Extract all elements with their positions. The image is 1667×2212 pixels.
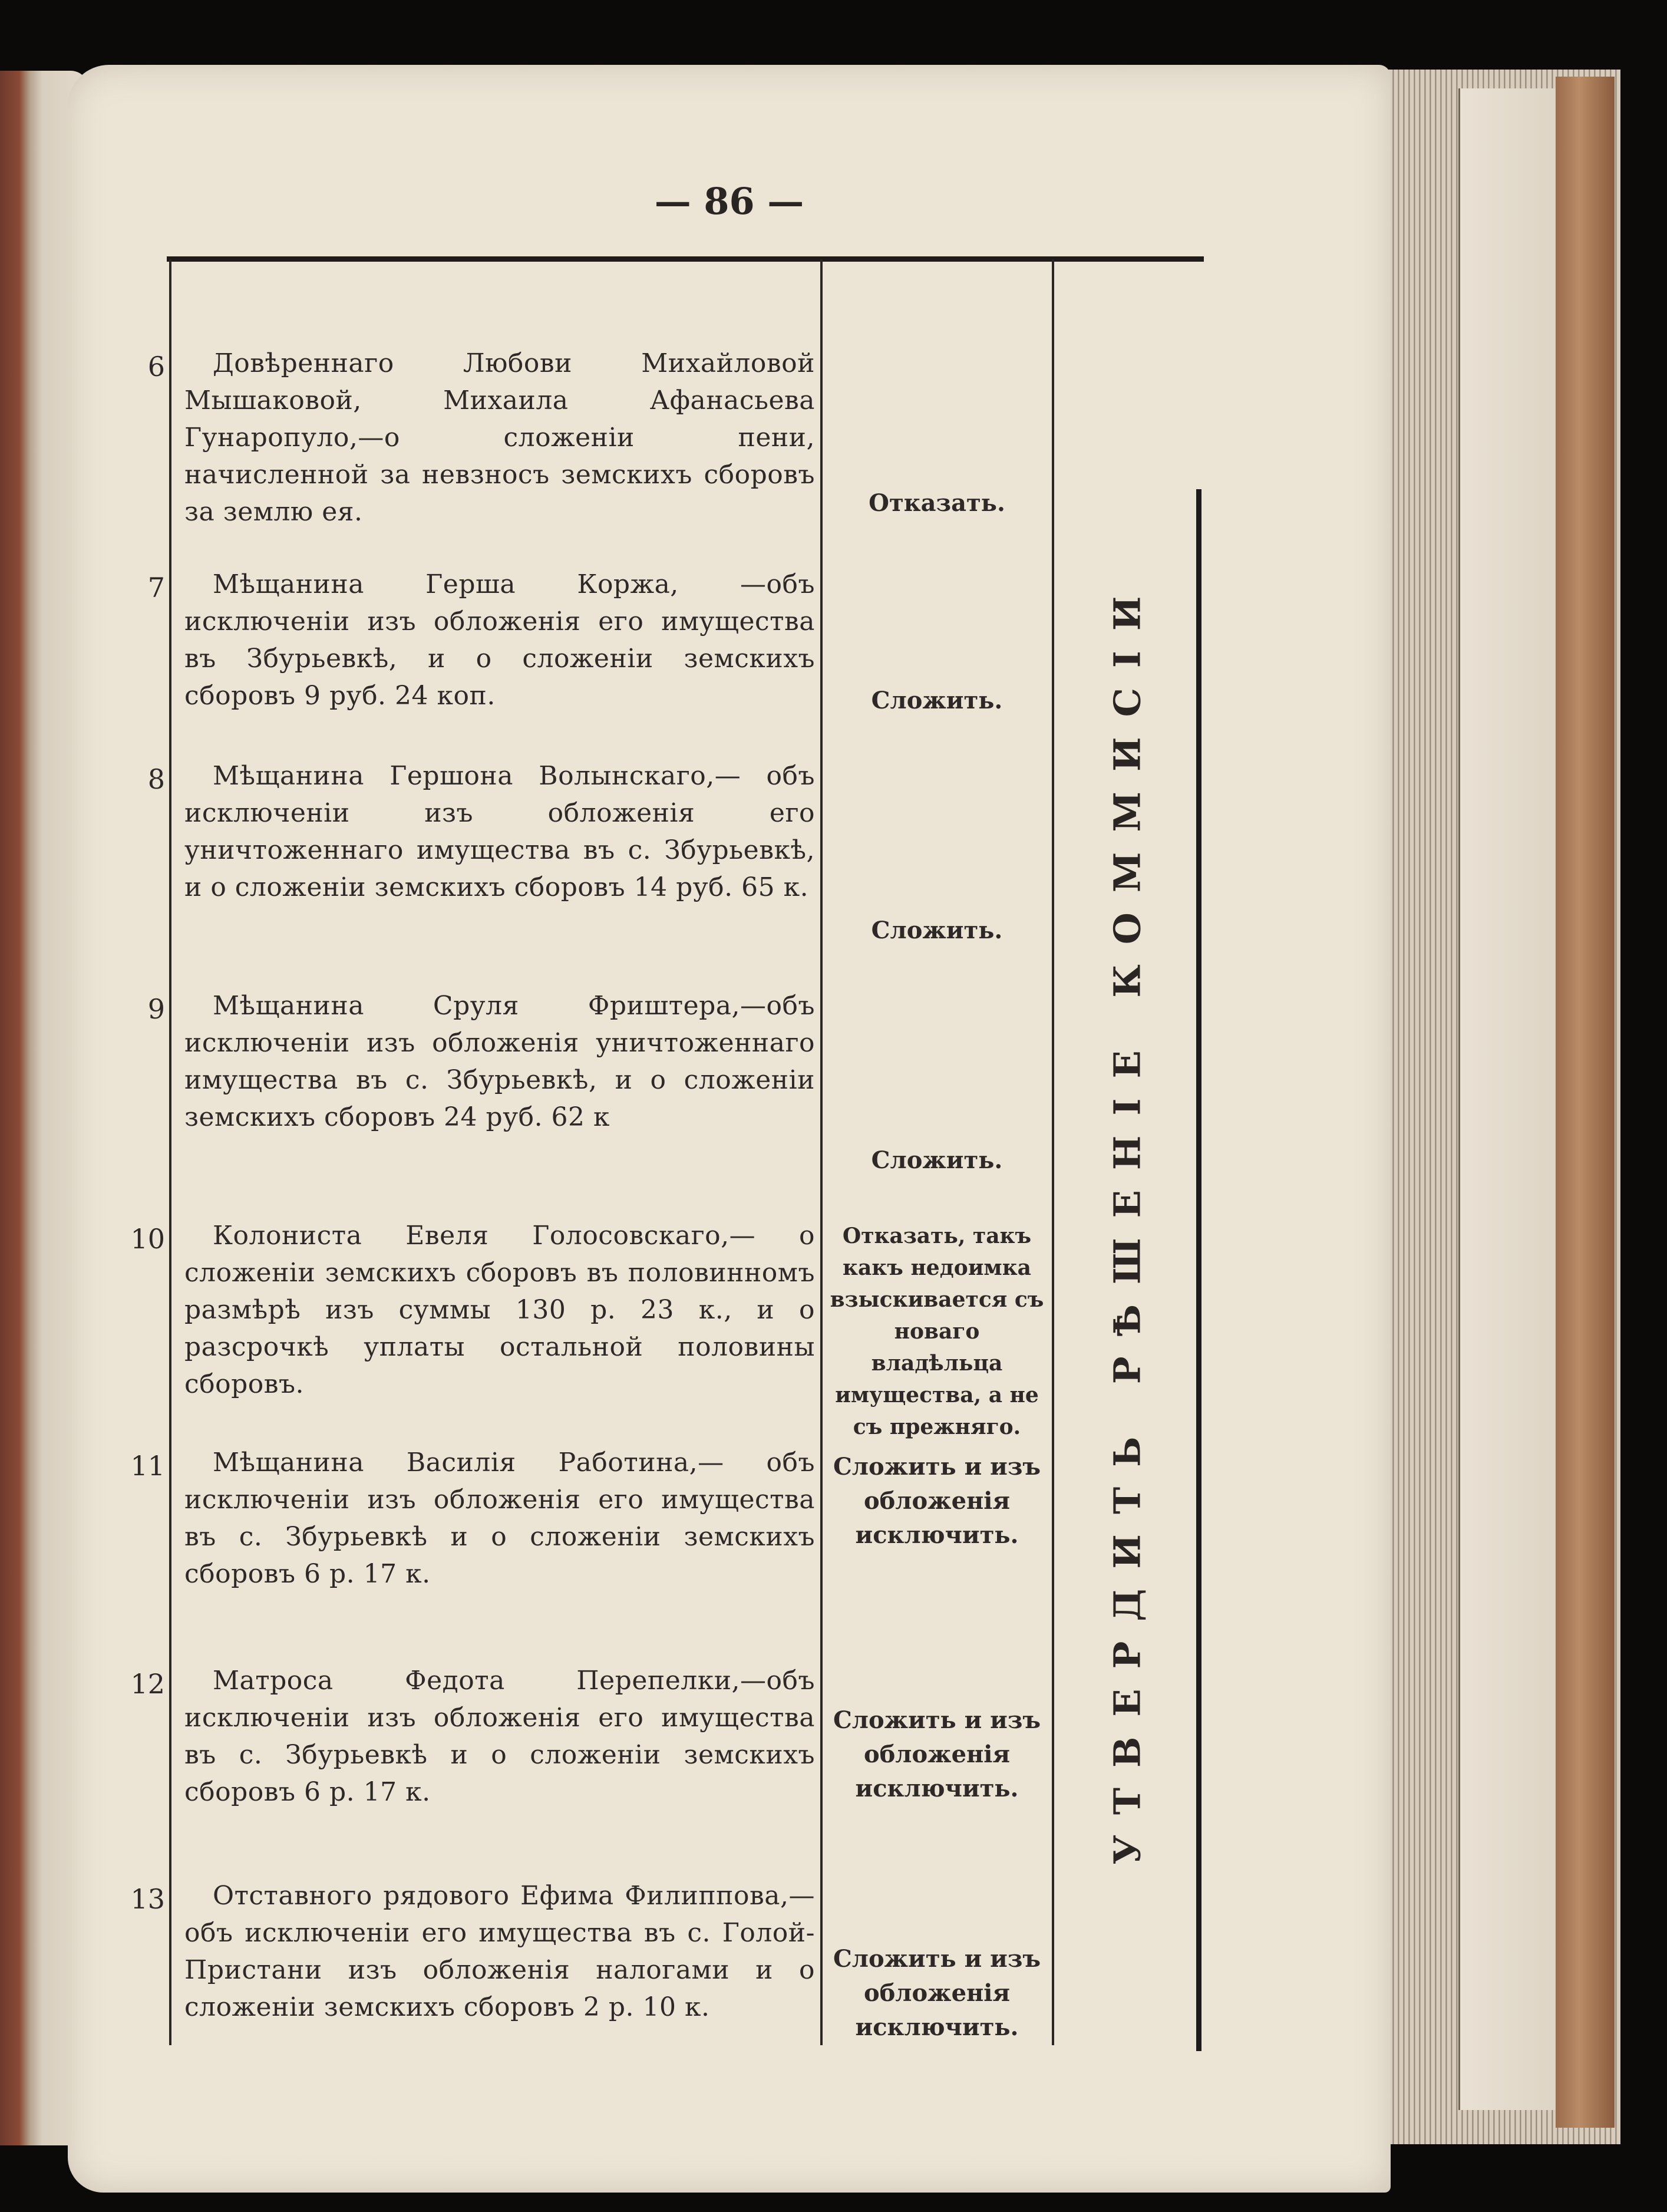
table-left-border <box>169 259 171 2045</box>
vertical-resolution-text: УТВЕРДИТЬ РѢШЕНІЕ КОММИСІИ <box>1105 576 1148 1864</box>
row-number: 10 <box>130 1223 165 1255</box>
table-top-rule <box>167 256 1204 262</box>
row-number: 8 <box>147 763 165 795</box>
row-resolution: Сложить и изъ обложенія исключить. <box>833 1706 1041 1802</box>
table-column-divider <box>820 259 823 2045</box>
row-resolution: Сложить. <box>871 917 1003 944</box>
row-resolution: Сложить. <box>871 1146 1003 1174</box>
row-resolution: Сложить и изъ обложенія исключить. <box>833 1453 1041 1549</box>
row-resolution: Сложить. <box>871 687 1003 714</box>
row-description: Довѣреннаго Любови Михайловой Мышаковой, Михаила Афанасьева Гунаропуло,—о сложеніи пени, начисленной за невзносъ земскихъ сборовъ за землю ея. <box>184 348 815 527</box>
row-number: 13 <box>130 1883 165 1915</box>
row-description: Матроса Федота Перепелки,—объ исключеніи изъ обложенія его имущества въ с. Збурьевкѣ и о сложеніи земскихъ сборовъ 6 р. 17 к. <box>184 1666 815 1807</box>
row-description: Колониста Евеля Голосовскаго,— о сложеніи земскихъ сборовъ въ половинномъ размѣрѣ изъ суммы 130 р. 23 к., и о разсрочкѣ уплаты остальной половины сборовъ. <box>184 1221 815 1399</box>
page-number: — 86 — <box>654 180 804 223</box>
row-resolution: Отказать, такъ какъ недоимка взыскивается съ новаго владѣльца имущества, а не съ прежняго. <box>830 1224 1044 1439</box>
row-description: Мѣщанина Гершона Волынскаго,— объ исключеніи изъ обложенія его уничтоженнаго имущества въ с. Збурьевкѣ, и о сложеніи земскихъ сборовъ 14 руб. 65 к. <box>184 761 815 902</box>
vertical-resolution-column <box>1064 395 1190 2045</box>
book-cover-edge <box>1556 77 1615 2128</box>
row-description: Мѣщанина Герша Коржа, —объ исключеніи изъ обложенія его имущества въ Збурьевкѣ, и о сложеніи земскихъ сборовъ 9 руб. 24 коп. <box>184 569 815 711</box>
table-right-border <box>1196 489 1201 2051</box>
row-number: 7 <box>147 572 165 604</box>
row-number: 12 <box>130 1668 165 1700</box>
row-resolution: Отказать. <box>869 489 1005 517</box>
row-resolution: Сложить и изъ обложенія исключить. <box>833 1945 1041 2041</box>
table-column-divider-2 <box>1052 259 1054 2045</box>
row-number: 6 <box>147 351 165 383</box>
row-description: Отставного рядового Ефима Филиппова,—объ исключеніи его имущества въ с. Голой-Пристани изъ обложенія налогами и о сложеніи земскихъ сборовъ 2 р. 10 к. <box>184 1881 815 2022</box>
document-page <box>68 65 1391 2193</box>
book-inner-edge <box>1458 88 1566 2110</box>
row-description: Мѣщанина Василія Работина,— объ исключеніи изъ обложенія его имущества въ с. Збурьевкѣ и о сложеніи земскихъ сборовъ 6 р. 17 к. <box>184 1448 815 1589</box>
row-number: 11 <box>130 1450 165 1482</box>
row-description: Мѣщанина Сруля Фриштера,—объ исключеніи изъ обложенія уничтоженнаго имущества въ с. Збурьевкѣ, и о сложеніи земскихъ сборовъ 24 руб. 62 к <box>184 991 815 1132</box>
row-number: 9 <box>147 993 165 1025</box>
